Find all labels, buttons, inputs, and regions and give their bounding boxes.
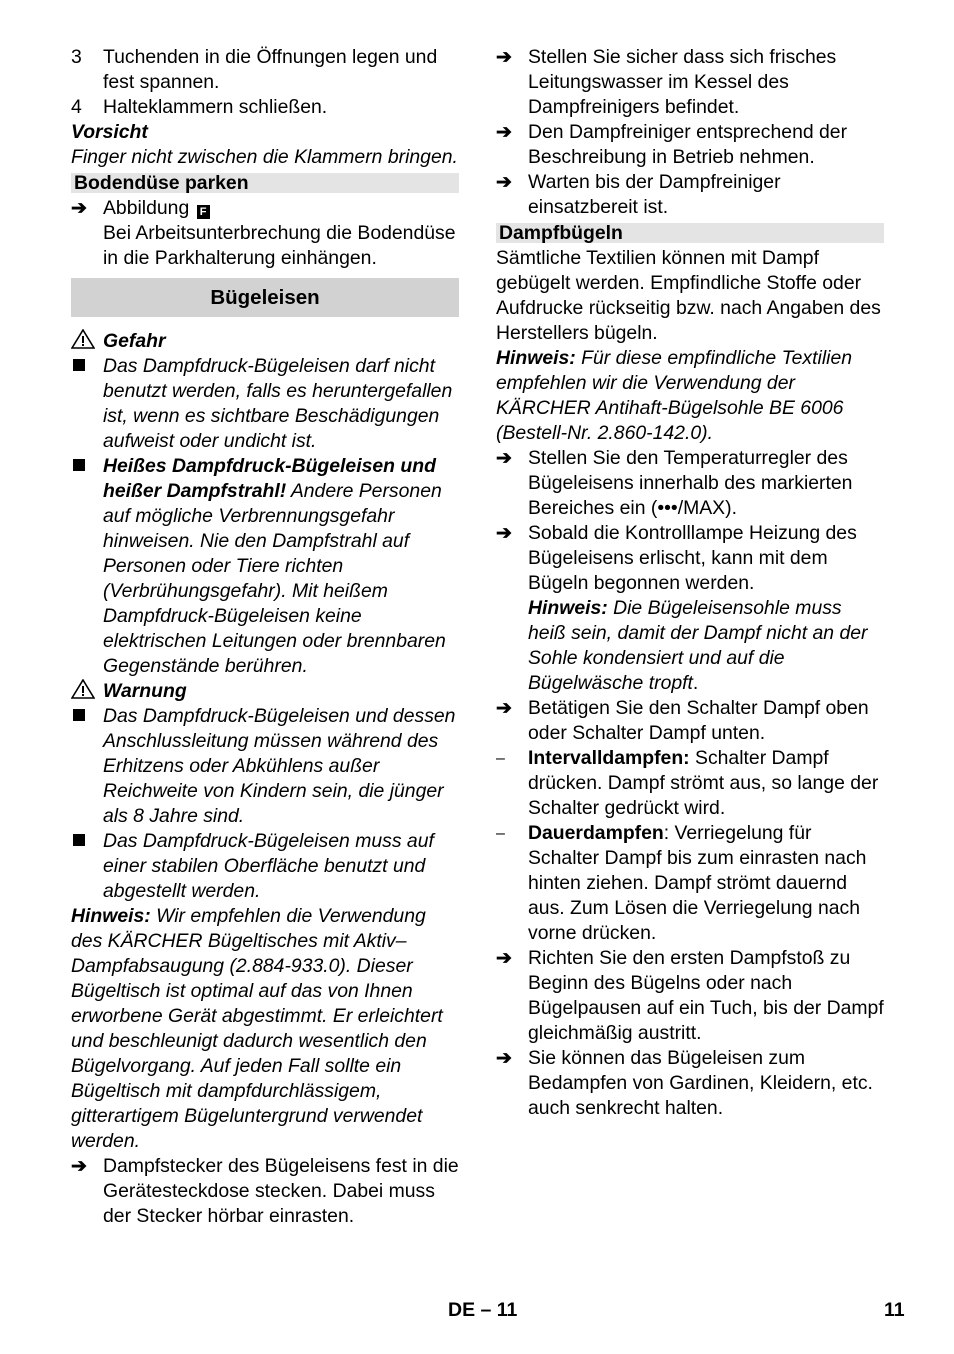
arrow-item (496, 946, 884, 1046)
bullet-bold-text: Heißes Dampfdruck-Bügeleisen und heißer Dampfstrahl! (103, 455, 436, 502)
footer-page-number: 11 (884, 1299, 905, 1321)
arrow-item (496, 170, 884, 220)
step-number: 3 (71, 46, 82, 68)
step-3 (71, 45, 459, 95)
dash-bold-text: Intervalldampfen: (528, 747, 690, 769)
warning-title: Warnung (103, 680, 187, 702)
bullet-text: Das Dampfdruck-Bügeleisen und dessen Anschlussleitung müssen während des Erhitzens oder Abkühlens außer Reichweite von Kindern sein, die jünger als 8 Jahre sind. (103, 705, 456, 827)
note-text: Die Bügeleisensohle muss heiß sein, damit der Dampf nicht an der Sohle kondensiert und auf die Bügelwäsche tropft (528, 597, 868, 694)
dash-text: : Verriegelung für Schalter Dampf bis zum einrasten nach hinten ziehen. Dampf strömt dauernd aus. Zum Lösen die Verriegelung nach vorne drücken. (528, 822, 867, 944)
section-heading-park: Bodendüse parken (71, 173, 459, 193)
bullet-text: Das Dampfdruck-Bügeleisen muss auf einer stabilen Oberfläche benutzt und abgestellt werden. (103, 830, 434, 902)
right-arrow-icon: ➔ (496, 122, 512, 143)
section-heading-dampf: Dampfbügeln (496, 223, 884, 243)
arrow-item (496, 521, 884, 696)
left-column (71, 45, 459, 1229)
arrow-item (496, 1046, 884, 1121)
arrow-item (496, 120, 884, 170)
dash-bullet-icon: – (496, 825, 505, 842)
warning-triangle-icon (71, 329, 103, 354)
bullet-item (71, 454, 459, 679)
right-arrow-icon: ➔ (496, 172, 512, 193)
arrow-item (71, 196, 459, 271)
right-arrow-icon: ➔ (71, 1156, 87, 1177)
square-bullet-icon (71, 354, 103, 454)
bullet-item (71, 354, 459, 454)
step-text: Tuchenden in die Öffnungen legen und fest spannen. (103, 46, 438, 93)
main-heading: Bügeleisen (71, 278, 459, 317)
arrow-item (496, 45, 884, 120)
dash-bold-text: Dauerdampfen (528, 822, 664, 844)
arrow-item (496, 446, 884, 521)
right-arrow-icon: ➔ (496, 1048, 512, 1069)
intro-paragraph: Sämtliche Textilien können mit Dampf gebügelt werden. Empfindliche Stoffe oder Aufdrucke rückseitig bzw. nach Angaben des Herstellers bügeln. (496, 247, 881, 344)
right-arrow-icon: ➔ (496, 448, 512, 469)
warning-triangle-icon (71, 679, 103, 704)
bullet-text: Andere Personen auf mögliche Verbrennungsgefahr hinweisen. Nie den Dampfstrahl auf Personen oder Tiere richten (Verbrühungsgefahr). Mit heißem Dampfdruck-Bügeleisen keine elektrischen Leitungen oder brennbaren Gegenstände berühren. (103, 480, 446, 677)
caution-text: Finger nicht zwischen die Klammern bringen. (71, 146, 458, 168)
dash-item (496, 746, 884, 821)
dash-text: Schalter Dampf drücken. Dampf strömt aus, so lange der Schalter gedrückt wird. (528, 747, 879, 819)
arrow-text: Richten Sie den ersten Dampfstoß zu Beginn des Bügelns oder nach Bügelpausen auf ein Tuch, bis der Dampf gleichmäßig austritt. (528, 947, 884, 1044)
arrow-text: Sobald die Kontrolllampe Heizung des Bügeleisens erlischt, kann mit dem Bügeln begonnen werden. (528, 522, 857, 594)
caution-title: Vorsicht (71, 121, 148, 143)
bullet-item (71, 704, 459, 829)
arrow-text: Sie können das Bügeleisen zum Bedampfen von Gardinen, Kleidern, etc. auch senkrecht halten. (528, 1047, 873, 1119)
warning-title-row (71, 679, 459, 704)
arrow-text: Den Dampfreiniger entsprechend der Beschreibung in Betrieb nehmen. (528, 121, 848, 168)
dash-bullet-icon: – (496, 750, 505, 767)
right-column (496, 45, 884, 1121)
park-text: Bei Arbeitsunterbrechung die Bodendüse in die Parkhalterung einhängen. (103, 222, 456, 269)
note-text: Für diese empfindliche Textilien empfehlen wir die Verwendung der KÄRCHER Antihaft-Bügelsohle BE 6006 (Bestell-Nr. 2.860-142.0). (496, 347, 853, 444)
step-text: Halteklammern schließen. (103, 96, 328, 118)
danger-title: Gefahr (103, 330, 166, 352)
note-label: Hinweis: (71, 905, 151, 927)
arrow-text: Stellen Sie sicher dass sich frisches Leitungswasser im Kessel des Dampfreinigers befindet. (528, 46, 837, 118)
arrow-item (496, 696, 884, 746)
arrow-text: Betätigen Sie den Schalter Dampf oben oder Schalter Dampf unten. (528, 697, 869, 744)
square-bullet-icon (71, 704, 103, 829)
bullet-item (71, 829, 459, 904)
arrow-text: Warten bis der Dampfreiniger einsatzbereit ist. (528, 171, 781, 218)
right-arrow-icon: ➔ (71, 198, 87, 219)
right-arrow-icon: ➔ (496, 698, 512, 719)
step-4 (71, 95, 459, 120)
right-arrow-icon: ➔ (496, 523, 512, 544)
note-paragraph (71, 904, 459, 1154)
note-label: Hinweis: (528, 597, 608, 619)
figure-letter-box: F (197, 205, 210, 219)
arrow-item (71, 1154, 459, 1229)
danger-title-row (71, 329, 459, 354)
figure-reference: Abbildung (103, 197, 190, 219)
right-arrow-icon: ➔ (496, 948, 512, 969)
note-text: Wir empfehlen die Verwendung des KÄRCHER Bügeltisches mit Aktiv–Dampfabsaugung (2.884-933.0). Dieser Bügeltisch ist optimal auf das von Ihnen erworbene Gerät abgestimmt. Er erleichtert und beschleunigt dadurch wesentlich den Bügelvorgang. Auf jeden Fall sollte ein Bügeltisch mit dampfdurchlässigem, gitterartigem Bügeluntergrund verwendet werden. (71, 905, 443, 1152)
note-paragraph (496, 346, 884, 446)
step-number: 4 (71, 96, 82, 118)
note-end: . (692, 672, 699, 694)
square-bullet-icon (71, 454, 103, 679)
note-label: Hinweis: (496, 347, 576, 369)
arrow-text: Stellen Sie den Temperaturregler des Bügeleisens innerhalb des markierten Bereiches ein (•••/MAX). (528, 447, 853, 519)
arrow-text: Dampfstecker des Bügeleisens fest in die Gerätesteckdose stecken. Dabei muss der Stecker hörbar einrasten. (103, 1155, 459, 1227)
right-arrow-icon: ➔ (496, 47, 512, 68)
bullet-text: Das Dampfdruck-Bügeleisen darf nicht benutzt werden, falls es heruntergefallen ist, wenn es sichtbare Beschädigungen aufweist oder undicht ist. (103, 355, 453, 452)
dash-item (496, 821, 884, 946)
square-bullet-icon (71, 829, 103, 904)
footer-page-label: DE – 11 (448, 1299, 518, 1321)
